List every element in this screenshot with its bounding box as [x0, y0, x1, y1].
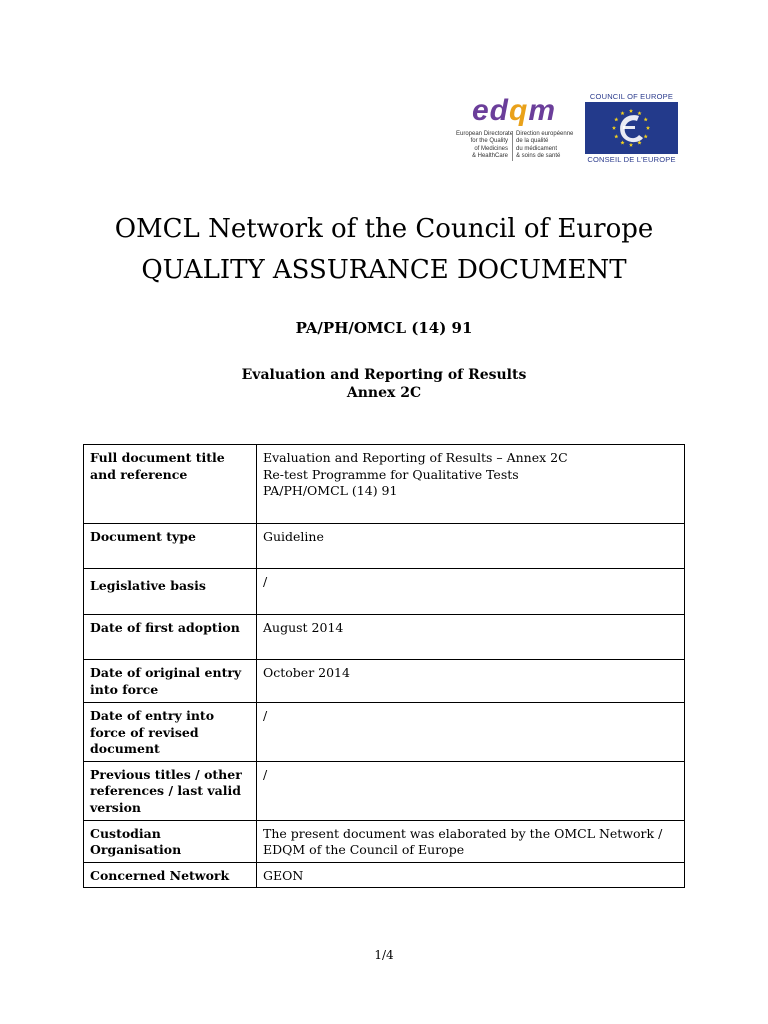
coe-logo-french-label: CONSEIL DE L'EUROPE — [587, 155, 676, 164]
row-label: Full document title and reference — [84, 445, 257, 524]
row-value — [257, 862, 685, 888]
row-value — [257, 569, 685, 615]
table-row — [84, 703, 685, 762]
row-value — [257, 615, 685, 660]
row-label: Previous titles / other references / last valid version — [84, 761, 257, 820]
edqm-logo-english-text: European Directorate for the Quality of Medicines & HealthCare — [456, 131, 514, 160]
coe-star-icon — [620, 111, 624, 115]
table-row — [84, 445, 685, 524]
value-line: / — [263, 574, 268, 589]
table-row — [84, 615, 685, 660]
coe-star-icon — [637, 111, 641, 115]
edqm-logo-wordmark: edqm — [472, 94, 557, 127]
value-line: / — [263, 708, 268, 723]
coe-logo-emblem — [585, 102, 678, 154]
value-line: October 2014 — [263, 665, 350, 680]
document-reference: PA/PH/OMCL (14) 91 — [295, 319, 473, 337]
value-line: GEON — [263, 867, 304, 883]
value-line: August 2014 — [263, 620, 344, 635]
table-row — [84, 820, 685, 862]
value-line: Re-test Programme for Qualitative Tests — [263, 466, 519, 482]
coe-star-icon — [620, 141, 624, 145]
row-value — [257, 445, 685, 524]
row-label: Date of original entry into force — [84, 660, 257, 703]
coe-star-icon — [629, 109, 633, 113]
row-value — [257, 820, 685, 862]
coe-star-icon — [644, 117, 648, 121]
row-label: Concerned Network — [84, 862, 257, 888]
coe-star-icon — [612, 126, 616, 130]
table-row — [84, 862, 685, 888]
document-type-title: QUALITY ASSURANCE DOCUMENT — [141, 255, 627, 285]
value-line: / — [263, 766, 268, 782]
subtitle-line-1: Evaluation and Reporting of Results — [241, 367, 527, 383]
document-network-title: OMCL Network of the Council of Europe — [114, 214, 654, 244]
table-row — [84, 524, 685, 569]
table-row — [84, 569, 685, 615]
row-value — [257, 524, 685, 569]
document-info-table — [83, 444, 685, 888]
document-subtitle — [0, 366, 768, 402]
coe-stars-icon — [585, 102, 678, 154]
value-line: EDQM of the Council of Europe — [263, 842, 465, 857]
row-label: Legislative basis — [84, 569, 257, 615]
coe-star-icon — [614, 134, 618, 138]
row-value — [257, 660, 685, 703]
table-row — [84, 660, 685, 703]
row-value — [257, 703, 685, 762]
page-number: 1/4 — [374, 948, 394, 962]
council-of-europe-logo — [583, 92, 680, 166]
row-label: Custodian Organisation — [84, 820, 257, 862]
edqm-logo-french-text: Direction européenne de la qualité du médicament & soins de santé — [512, 131, 570, 161]
row-value — [257, 761, 685, 820]
coe-star-icon — [614, 117, 618, 121]
value-line: PA/PH/OMCL (14) 91 — [263, 483, 398, 498]
row-label: Date of entry into force of revised document — [84, 703, 257, 762]
table-row — [84, 761, 685, 820]
row-label: Document type — [84, 524, 257, 569]
coe-logo-english-label: COUNCIL OF EUROPE — [589, 92, 674, 101]
subtitle-line-2: Annex 2C — [346, 385, 422, 401]
coe-star-icon — [629, 143, 633, 147]
row-label: Date of first adoption — [84, 615, 257, 660]
coe-star-icon — [644, 134, 648, 138]
value-line: Evaluation and Reporting of Results – Annex 2C — [263, 450, 568, 465]
edqm-logo — [456, 93, 574, 165]
value-line: The present document was elaborated by the OMCL Network / — [263, 825, 663, 841]
value-line: Guideline — [263, 529, 324, 544]
coe-star-icon — [646, 126, 650, 130]
